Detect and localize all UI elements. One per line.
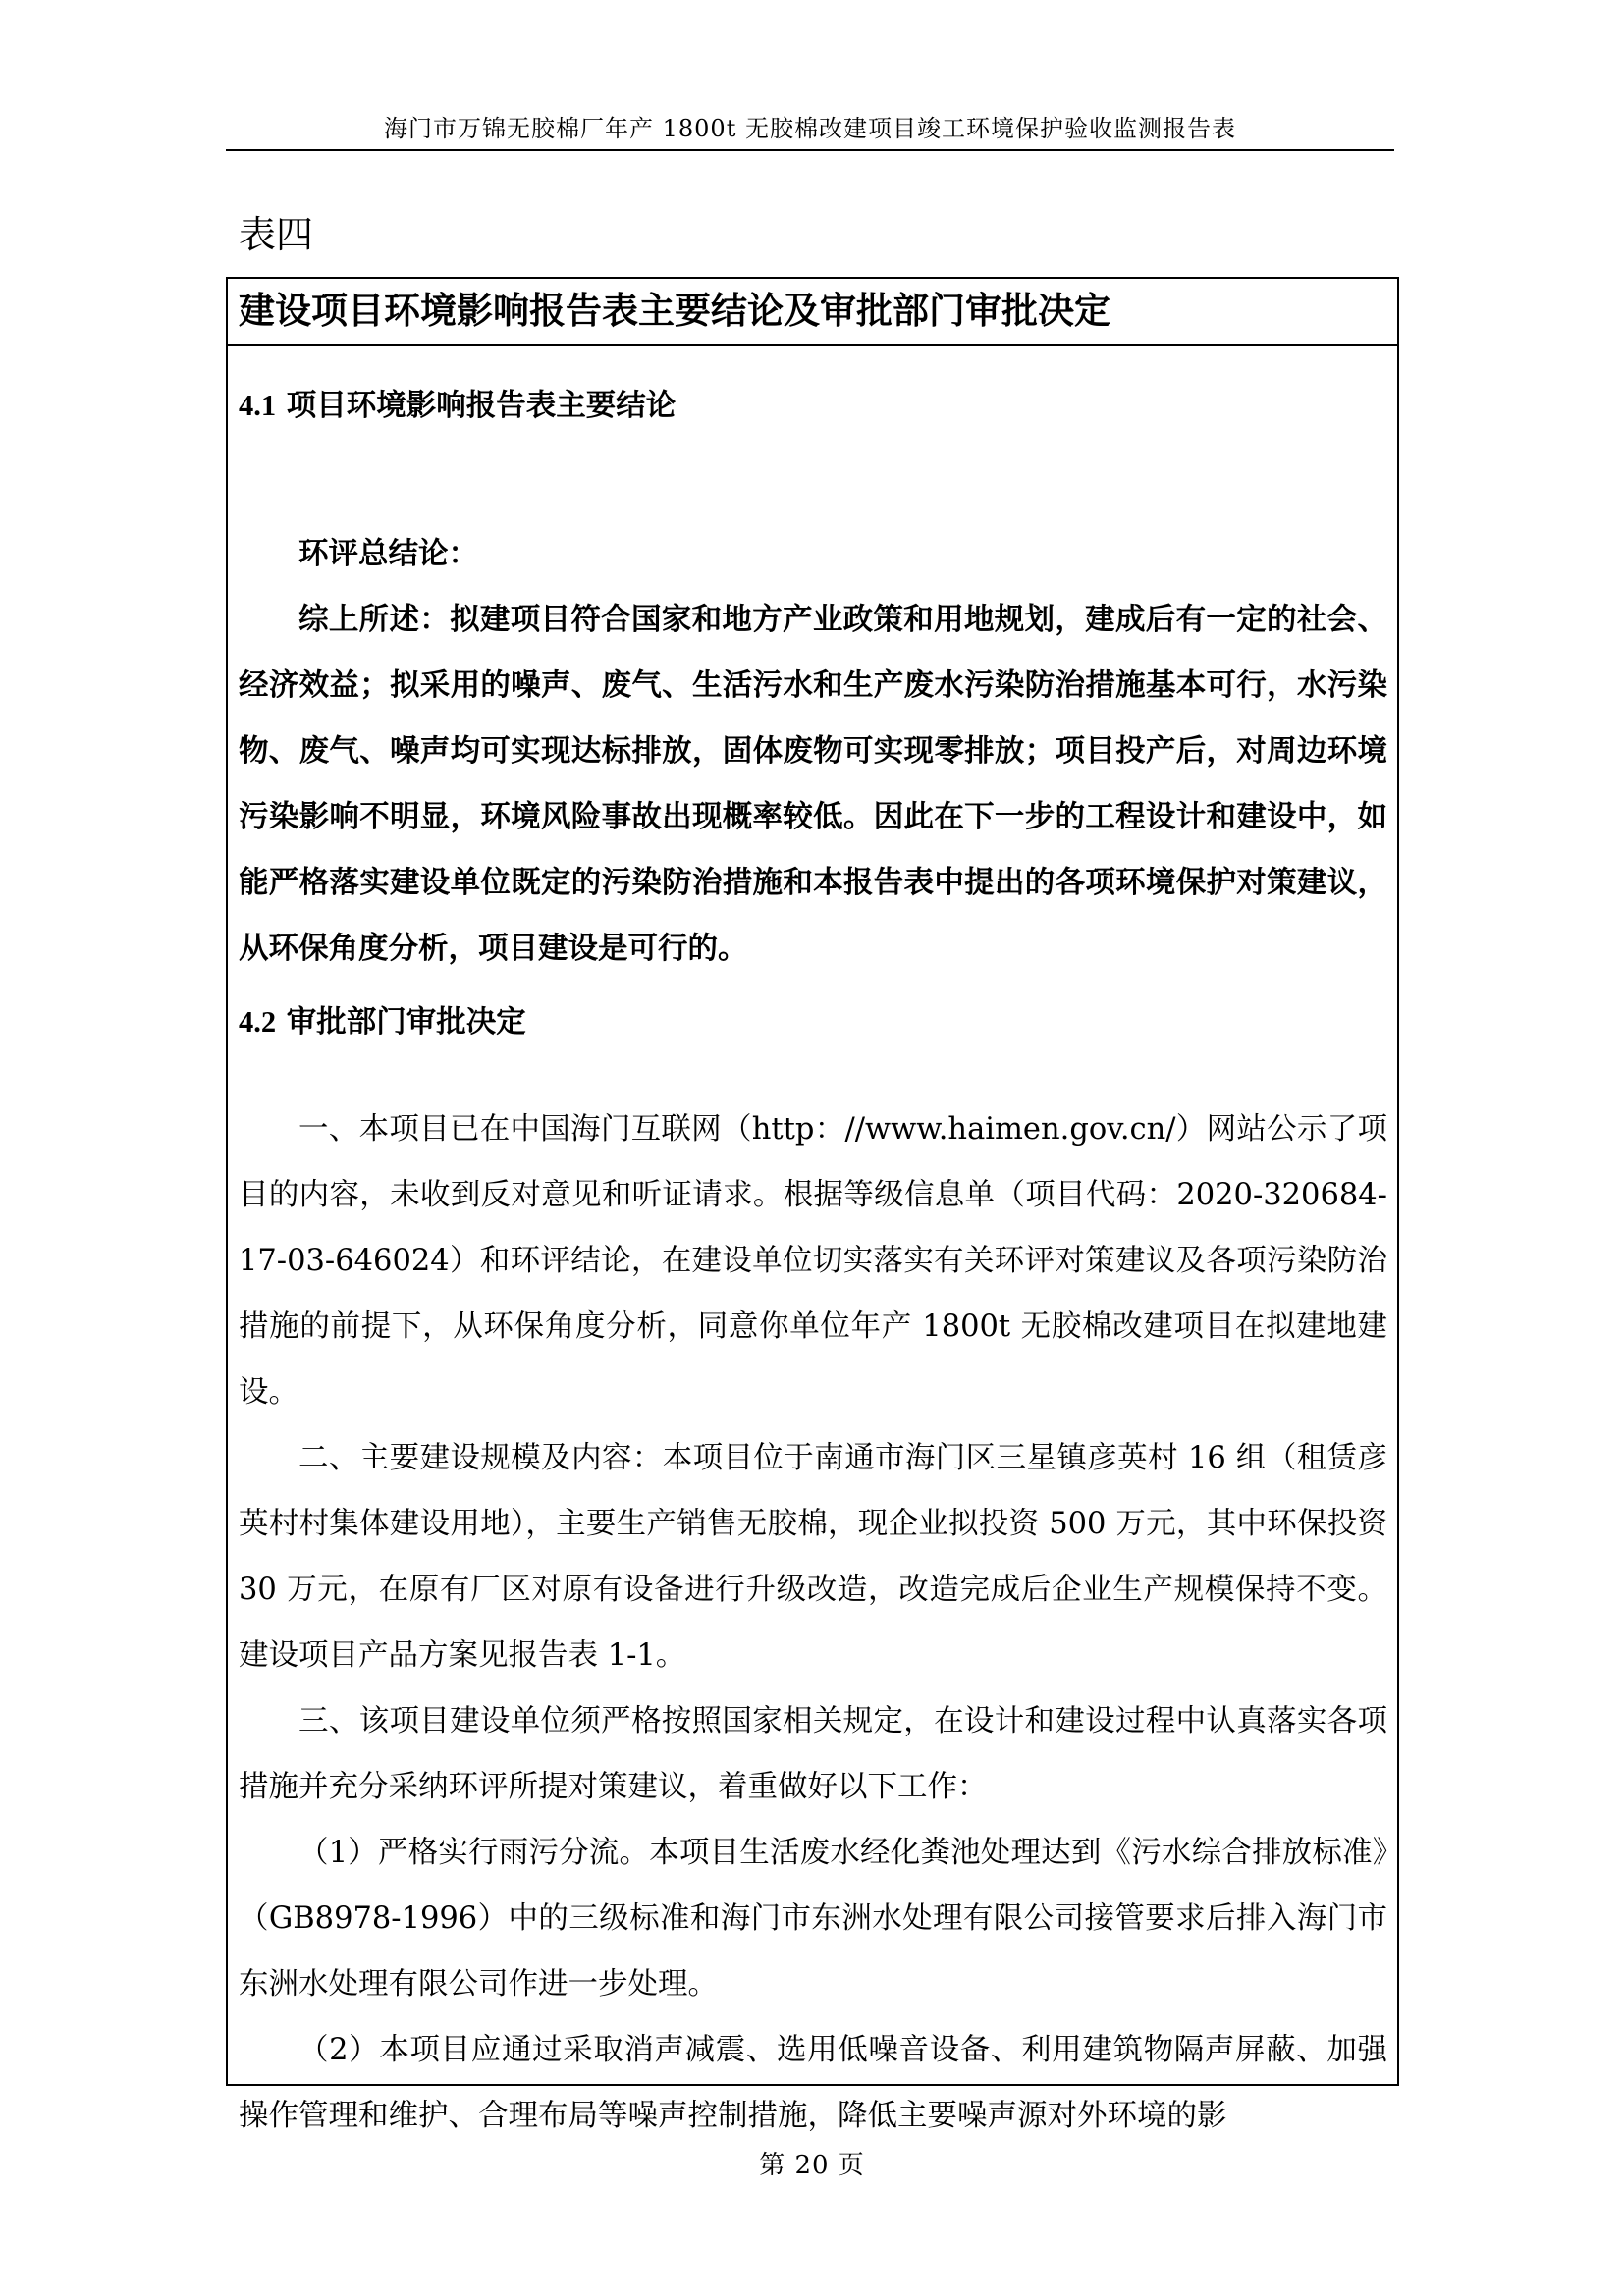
running-header: 海门市万锦无胶棉厂年产 1800t 无胶棉改建项目竣工环境保护验收监测报告表	[384, 115, 1236, 142]
table-title: 建设项目环境影响报告表主要结论及审批部门审批决定	[239, 289, 1110, 332]
approval-paragraph-2: 二、主要建设规模及内容：本项目位于南通市海门区三星镇彦英村 16 组（租赁彦英村村集体建设用地），主要生产销售无胶棉，现企业拟投资 500 万元，其中环保投资 30 万元，在原有厂区对原有设备进行升级改造，改造完成后企业生产规模保持不变。建设项目产品方案见报告表 1-1。	[239, 1441, 1387, 1673]
section-number: 4.2	[239, 1005, 277, 1039]
section-title: 项目环境影响报告表主要结论	[286, 388, 677, 423]
approval-paragraph-1: 一、本项目已在中国海门互联网（http：//www.haimen.gov.cn/）网站公示了项目的内容，未收到反对意见和听证请求。根据等级信息单（项目代码：2020-320684-17-03-646024）和环评结论，在建设单位切实落实有关环评对策建议及各项污染防治措施的前提下，从环保角度分析，同意你单位年产 1800t 无胶棉改建项目在拟建地建设。	[239, 1112, 1387, 1410]
header-rule	[226, 149, 1394, 151]
table-content	[239, 373, 1387, 2149]
approval-paragraph-3: 三、该项目建设单位须严格按照国家相关规定，在设计和建设过程中认真落实各项措施并充分采纳环评所提对策建议，着重做好以下工作：	[239, 1704, 1387, 1804]
section-number: 4.1	[239, 389, 277, 422]
section-heading-4-1	[239, 373, 1387, 439]
table-label: 表四	[239, 213, 314, 256]
page-number: 第 20 页	[759, 2151, 865, 2180]
section-heading-4-2	[239, 989, 1387, 1055]
conclusion-paragraph: 综上所述：拟建项目符合国家和地方产业政策和用地规划，建成后有一定的社会、经济效益；拟采用的噪声、废气、生活污水和生产废水污染防治措施基本可行，水污染物、废气、噪声均可实现达标排放，固体废物可实现零排放；项目投产后，对周边环境污染影响不明显，环境风险事故出现概率较低。因此在下一步的工程设计和建设中，如能严格落实建设单位既定的污染防治措施和本报告表中提出的各项环境保护对策建议，从环保角度分析，项目建设是可行的。	[239, 602, 1387, 966]
section-title: 审批部门审批决定	[286, 1004, 526, 1040]
subheading-conclusion: 环评总结论：	[298, 536, 478, 571]
approval-paragraph-4: （1）严格实行雨污分流。本项目生活废水经化粪池处理达到《污水综合排放标准》（GB8978-1996）中的三级标准和海门市东洲水处理有限公司接管要求后排入海门市东洲水处理有限公司作进一步处理。	[239, 1836, 1387, 2002]
table-title-divider	[226, 344, 1399, 346]
approval-paragraph-5: （2）本项目应通过采取消声减震、选用低噪音设备、利用建筑物隔声屏蔽、加强操作管理和维护、合理布局等噪声控制措施，降低主要噪声源对外环境的影	[239, 2033, 1387, 2133]
